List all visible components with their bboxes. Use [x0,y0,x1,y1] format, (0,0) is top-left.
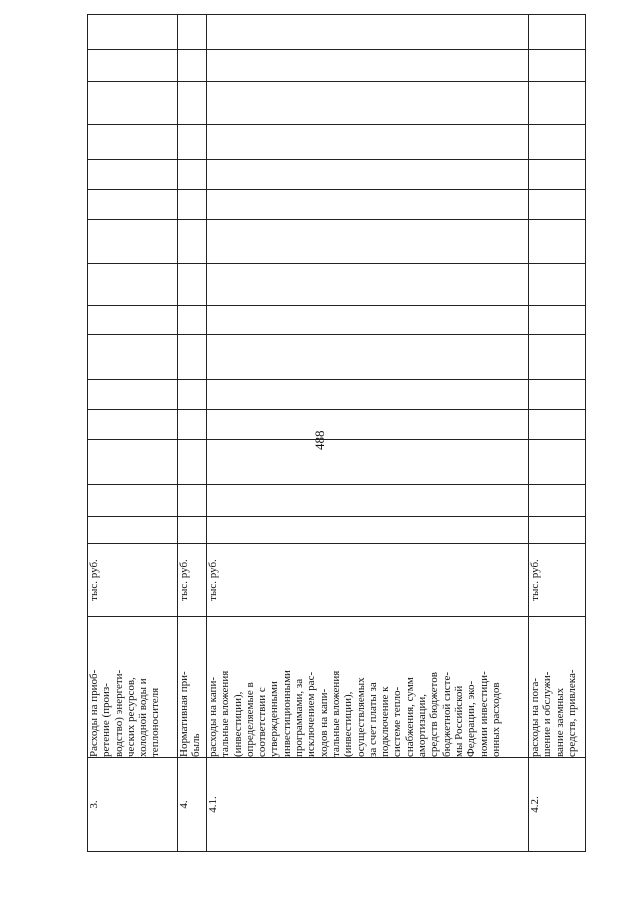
row-name: Расходы на приоб- ретение (произ- водство) энергети- ческих ресурсов, холодной воды и теплоносителя [88,617,178,758]
row-name: Нормативная при- быль [178,617,207,758]
table-row [207,15,529,852]
row-unit: тыс. руб. [207,544,529,617]
row-unit: тыс. руб. [178,544,207,617]
rotated-table-wrapper [87,37,585,852]
expense-table [87,14,586,852]
page-number: 488 [312,430,327,450]
table-row [178,15,207,852]
table-row [88,15,178,852]
row-number: 3. [88,758,178,852]
row-unit: тыс. руб. [88,544,178,617]
row-name: расходы на пога- шение и обслужи- вание заемных средств, привлека- [529,617,586,758]
row-unit: тыс. руб. [529,544,586,617]
row-number: 4.1. [207,758,529,852]
table-row [529,15,586,852]
row-name: расходы на капи- тальные вложения (инвестиции), определяемые в соответствии с утвержденными инвестиционными программами, за исключением рас- ходов на капи- тальные вложения (инвестиции), осуществляемых за счет платы за подключение к системе тепло- снабжения, сумм амортизации, средств бюджетов бюджетной систе- мы Российской Федерации, эко- номии инвестици- онных расходов [207,617,529,758]
row-number: 4.2. [529,758,586,852]
row-number: 4. [178,758,207,852]
